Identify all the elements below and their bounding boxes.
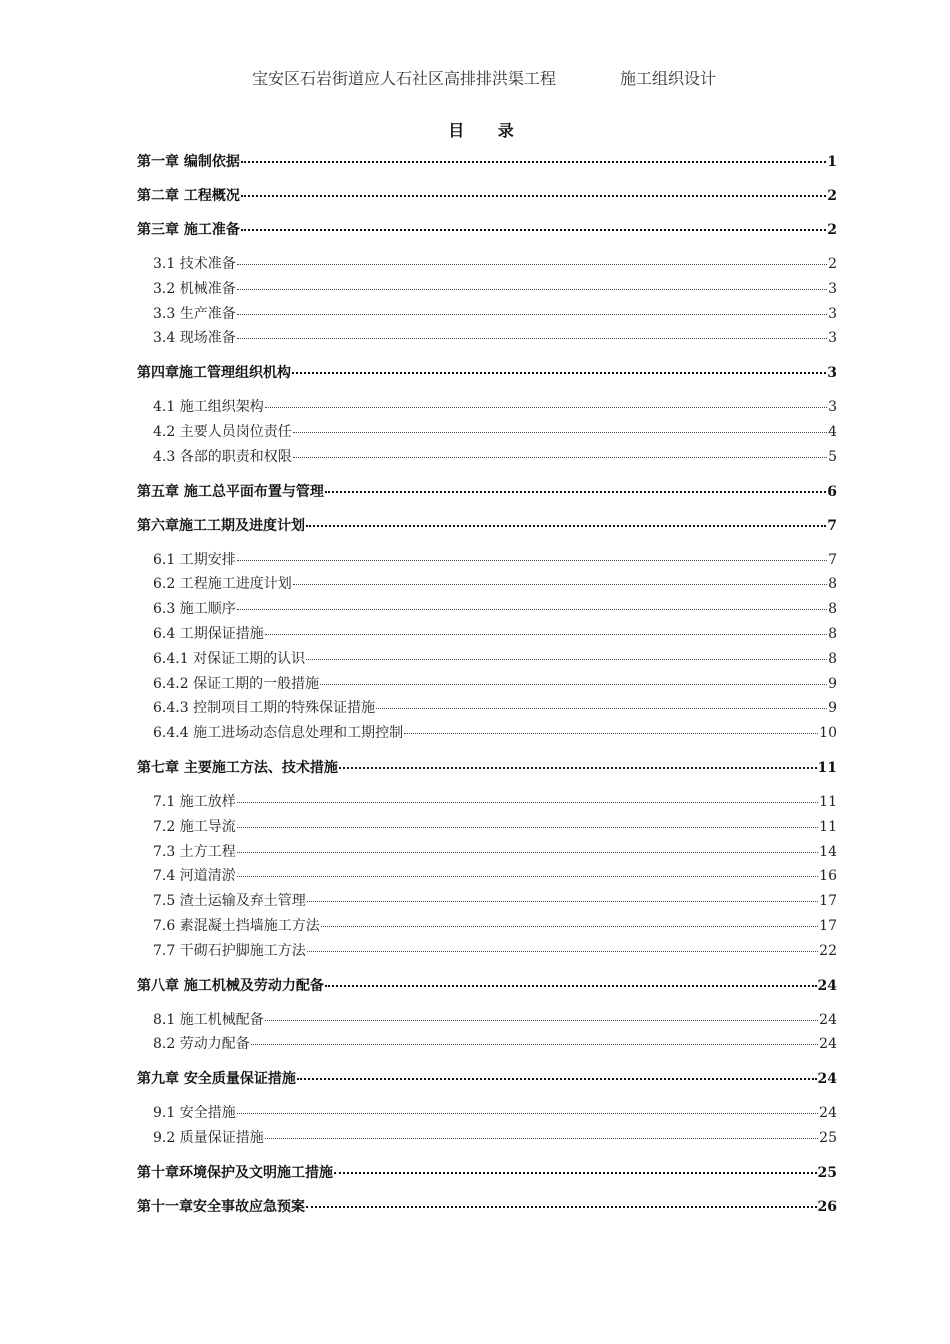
toc-chapter-entry[interactable] (137, 150, 837, 174)
dot-leader (265, 632, 827, 635)
toc-entry-page-number: 22 (819, 942, 837, 959)
dot-leader (376, 706, 827, 709)
toc-entry-page-number: 24 (817, 1071, 837, 1088)
dot-leader (237, 262, 827, 265)
page-header (0, 66, 950, 90)
toc-section-entry[interactable] (137, 1032, 837, 1057)
dot-leader (241, 159, 826, 163)
toc-title: 目 录 (448, 121, 528, 140)
dot-leader (306, 1204, 817, 1208)
dot-leader (307, 949, 818, 952)
toc-entry-page-number: 2 (828, 256, 837, 272)
toc-section-entry[interactable] (137, 647, 837, 672)
dot-leader (404, 731, 818, 734)
toc-chapter-entry[interactable] (137, 480, 837, 504)
toc-section-entry[interactable] (137, 790, 837, 815)
toc-entry-label: 第二章 工程概况 (137, 188, 240, 204)
toc-entry-page-number: 9 (828, 700, 837, 717)
toc-entry-label: 8.1 施工机械配备 (153, 1011, 264, 1028)
dot-leader (237, 558, 827, 561)
toc-entry-label: 3.2 机械准备 (153, 280, 236, 297)
dot-leader (306, 657, 827, 660)
toc-entry-label: 4.3 各部的职责和权限 (153, 448, 292, 465)
toc-entry-label: 7.5 渣土运输及弃土管理 (153, 893, 306, 910)
toc-entry-label: 4.1 施工组织架构 (153, 399, 264, 416)
dot-leader (237, 336, 827, 339)
toc-section-entry[interactable] (137, 721, 837, 746)
toc-entry-page-number: 4 (828, 423, 837, 440)
toc-entry-page-number: 10 (819, 725, 837, 742)
toc-entry-label: 7.7 干砌石护脚施工方法 (153, 942, 306, 959)
toc-entry-page-number: 11 (819, 793, 837, 810)
toc-entry-label: 6.4.2 保证工期的一般措施 (153, 675, 320, 692)
toc-section-entry[interactable] (137, 840, 837, 865)
dot-leader (321, 924, 818, 927)
dot-leader (237, 800, 818, 803)
dot-leader (265, 1136, 818, 1139)
toc-entry-label: 第十一章安全事故应急预案 (137, 1198, 305, 1215)
toc-section-entry[interactable] (137, 326, 837, 351)
toc-entry-label: 6.1 工期安排 (153, 551, 236, 568)
toc-entry-page-number: 3 (828, 330, 837, 347)
toc-section-entry[interactable] (137, 864, 837, 889)
header-project-name: 宝安区石岩街道应人石社区高排排洪渠工程 (252, 69, 557, 88)
dot-leader (334, 1170, 817, 1174)
toc-entry-label: 6.4.3 控制项目工期的特殊保证措施 (153, 700, 376, 717)
dot-leader (237, 1111, 818, 1114)
toc-entry-page-number: 11 (817, 759, 837, 776)
dot-leader (265, 405, 827, 408)
toc-entry-page-number: 11 (819, 818, 837, 835)
toc-entry-label: 6.2 工程施工进度计划 (153, 576, 292, 593)
dot-leader (237, 874, 818, 877)
toc-section-entry[interactable] (137, 1008, 837, 1033)
toc-entry-page-number: 25 (819, 1129, 837, 1146)
toc-section-entry[interactable] (137, 889, 837, 914)
toc-entry-page-number: 3 (828, 399, 837, 416)
toc-chapter-entry[interactable] (137, 514, 837, 538)
dot-leader (237, 312, 827, 315)
toc-entry-label: 4.2 主要人员岗位责任 (153, 423, 292, 440)
toc-chapter-entry[interactable] (137, 184, 837, 208)
dot-leader (325, 489, 826, 493)
toc-section-entry[interactable] (137, 548, 837, 573)
toc-entry-page-number: 17 (819, 917, 837, 934)
toc-entry-label: 7.2 施工导流 (153, 818, 236, 835)
toc-section-entry[interactable] (137, 277, 837, 302)
toc-chapter-entry[interactable] (137, 974, 837, 998)
dot-leader (237, 850, 818, 853)
dot-leader (293, 430, 827, 433)
dot-leader (293, 455, 827, 458)
toc-entry-page-number: 5 (828, 448, 837, 465)
toc-entry-page-number: 6 (827, 483, 837, 500)
toc-entry-page-number: 26 (817, 1198, 837, 1215)
toc-section-entry[interactable] (137, 672, 837, 697)
toc-entry-label: 第十章环境保护及文明施工措施 (137, 1164, 333, 1181)
toc-section-entry[interactable] (137, 252, 837, 277)
toc-section-entry[interactable] (137, 1126, 837, 1151)
toc-entry-label: 7.4 河道清淤 (153, 868, 236, 885)
toc-chapter-entry[interactable] (137, 361, 837, 385)
toc-entry-label: 6.3 施工顺序 (153, 601, 236, 618)
dot-leader (307, 899, 818, 902)
toc-entry-label: 7.3 土方工程 (153, 843, 236, 860)
toc-entry-label: 第六章施工工期及进度计划 (137, 517, 305, 534)
toc-entry-page-number: 14 (819, 843, 837, 860)
toc-entry-label: 第三章 施工准备 (137, 222, 240, 238)
toc-entry-label: 6.4.4 施工进场动态信息处理和工期控制 (153, 725, 404, 742)
dot-leader (237, 825, 818, 828)
dot-leader (265, 1018, 818, 1021)
toc-entry-label: 6.4.1 对保证工期的认识 (153, 650, 306, 667)
toc-section-entry[interactable] (137, 572, 837, 597)
toc-entry-page-number: 2 (827, 222, 837, 238)
toc-chapter-entry[interactable] (137, 218, 837, 242)
toc-section-entry[interactable] (137, 420, 837, 445)
table-of-contents (137, 150, 837, 1219)
toc-section-entry[interactable] (137, 445, 837, 470)
toc-section-entry[interactable] (137, 597, 837, 622)
toc-chapter-entry[interactable] (137, 756, 837, 780)
toc-entry-label: 第八章 施工机械及劳动力配备 (137, 977, 324, 994)
dot-leader (241, 193, 826, 197)
toc-chapter-entry[interactable] (137, 1067, 837, 1091)
toc-entry-page-number: 2 (827, 188, 837, 204)
toc-section-entry[interactable] (137, 914, 837, 939)
toc-chapter-entry[interactable] (137, 1161, 837, 1185)
toc-section-entry[interactable] (137, 302, 837, 327)
toc-entry-label: 6.4 工期保证措施 (153, 625, 264, 642)
dot-leader (293, 582, 827, 585)
toc-entry-label: 第五章 施工总平面布置与管理 (137, 483, 324, 500)
toc-entry-page-number: 24 (817, 977, 837, 994)
toc-entry-page-number: 16 (819, 868, 837, 885)
toc-section-entry[interactable] (137, 622, 837, 647)
toc-entry-page-number: 3 (828, 305, 837, 322)
toc-entry-page-number: 1 (827, 154, 837, 170)
dot-leader (292, 370, 826, 374)
toc-entry-page-number: 24 (819, 1011, 837, 1028)
toc-entry-page-number: 3 (828, 280, 837, 297)
toc-entry-label: 3.3 生产准备 (153, 305, 236, 322)
dot-leader (339, 765, 817, 769)
toc-entry-label: 7.6 素混凝土挡墙施工方法 (153, 917, 320, 934)
toc-entry-page-number: 7 (827, 517, 837, 534)
dot-leader (306, 523, 826, 527)
toc-entry-page-number: 25 (817, 1164, 837, 1181)
dot-leader (325, 983, 817, 987)
toc-section-entry[interactable] (137, 696, 837, 721)
toc-entry-page-number: 24 (819, 1105, 837, 1122)
toc-section-entry[interactable] (137, 815, 837, 840)
toc-entry-label: 第七章 主要施工方法、技术措施 (137, 759, 338, 776)
toc-entry-label: 7.1 施工放样 (153, 793, 236, 810)
dot-leader (237, 287, 827, 290)
toc-section-entry[interactable] (137, 939, 837, 964)
toc-entry-label: 第九章 安全质量保证措施 (137, 1071, 296, 1088)
dot-leader (251, 1042, 818, 1045)
toc-entry-page-number: 7 (828, 551, 837, 568)
header-document-type: 施工组织设计 (620, 69, 717, 88)
toc-entry-label: 9.1 安全措施 (153, 1105, 236, 1122)
toc-entry-page-number: 8 (828, 625, 837, 642)
toc-entry-label: 3.4 现场准备 (153, 330, 236, 347)
toc-entry-page-number: 3 (827, 365, 837, 382)
toc-entry-page-number: 8 (828, 650, 837, 667)
dot-leader (297, 1076, 817, 1080)
toc-entry-label: 9.2 质量保证措施 (153, 1129, 264, 1146)
toc-entry-label: 3.1 技术准备 (153, 256, 236, 272)
toc-section-entry[interactable] (137, 395, 837, 420)
toc-chapter-entry[interactable] (137, 1195, 837, 1219)
toc-entry-label: 8.2 劳动力配备 (153, 1036, 250, 1053)
toc-entry-label: 第一章 编制依据 (137, 154, 240, 170)
dot-leader (241, 227, 826, 231)
toc-entry-page-number: 24 (819, 1036, 837, 1053)
toc-entry-page-number: 9 (828, 675, 837, 692)
toc-entry-page-number: 8 (828, 576, 837, 593)
dot-leader (320, 682, 827, 685)
toc-entry-page-number: 17 (819, 893, 837, 910)
toc-entry-page-number: 8 (828, 601, 837, 618)
toc-section-entry[interactable] (137, 1101, 837, 1126)
dot-leader (237, 607, 827, 610)
toc-entry-label: 第四章施工管理组织机构 (137, 365, 291, 382)
